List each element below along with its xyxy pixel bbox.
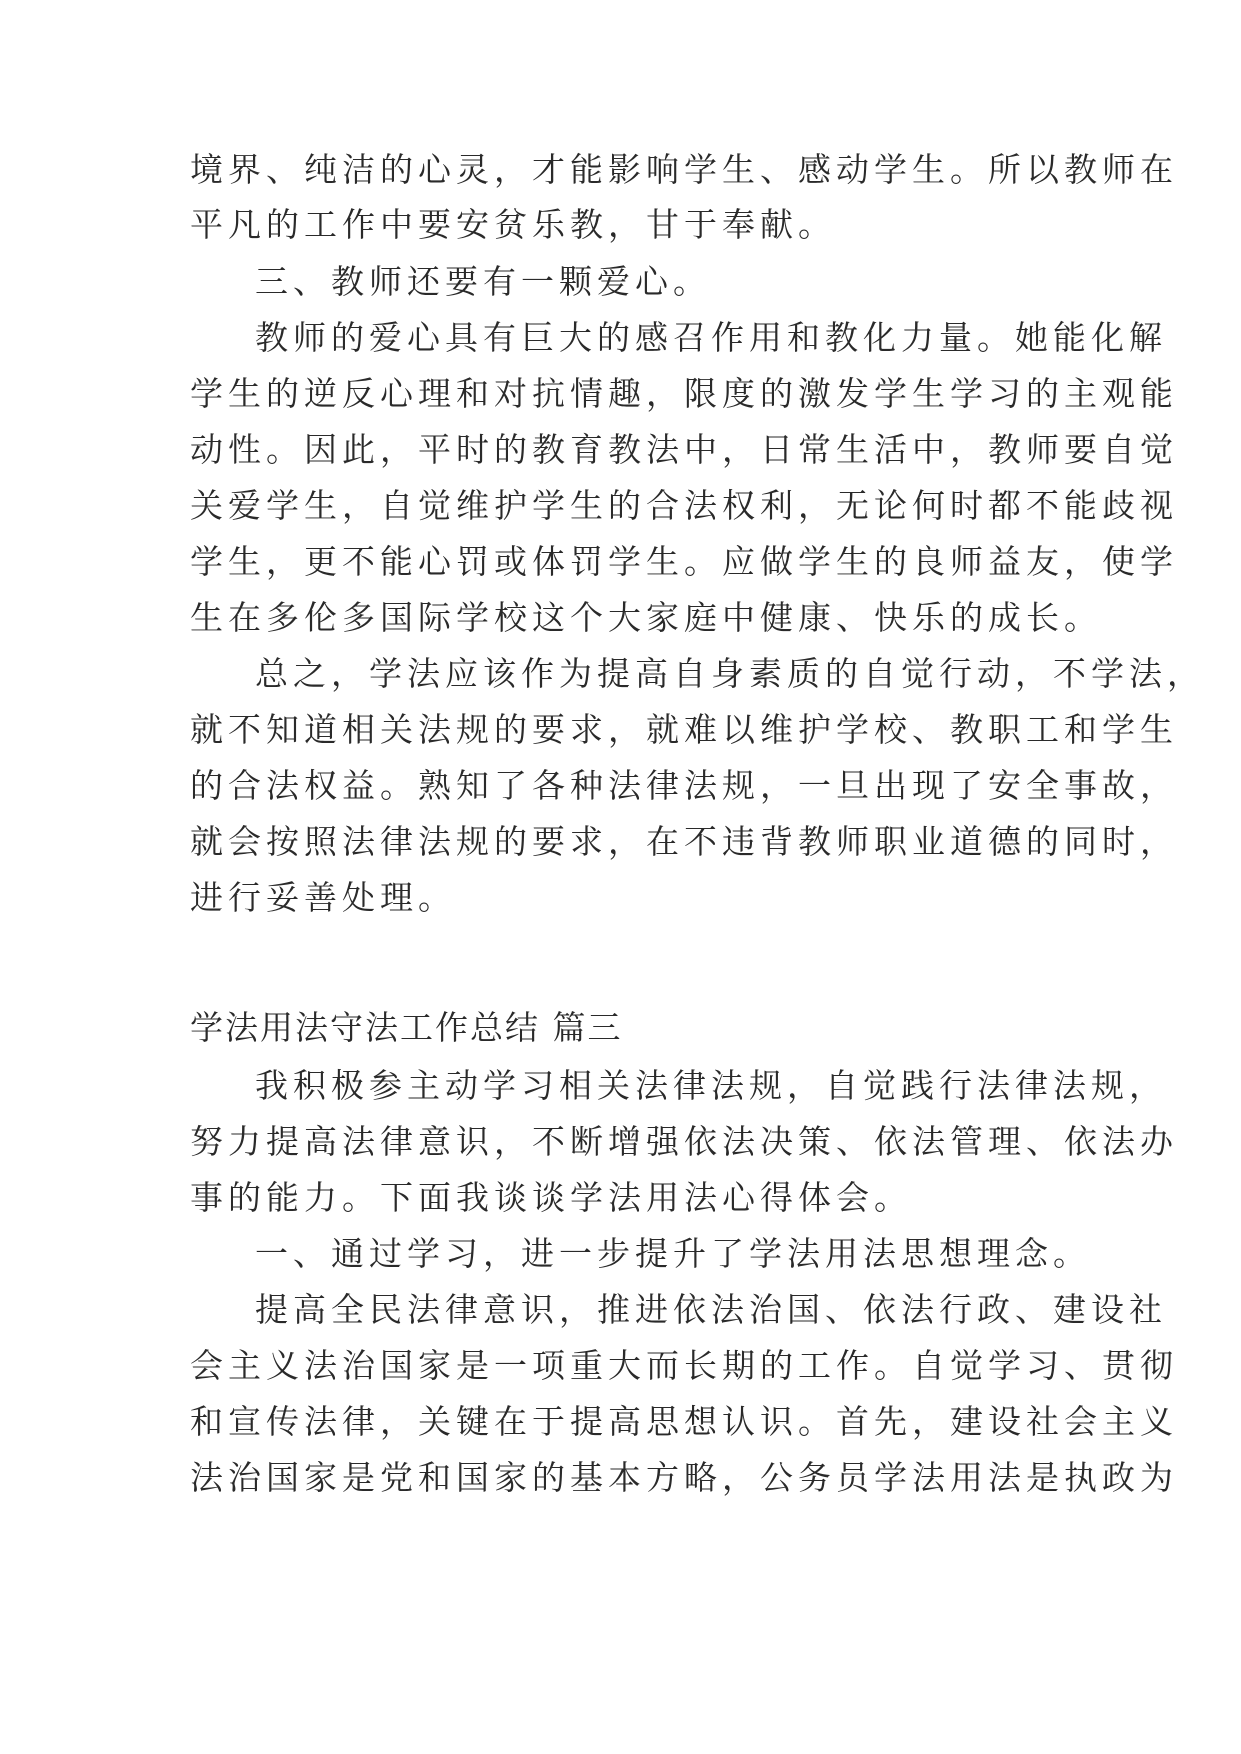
text-line: 努力提高法律意识，不断增强依法决策、依法管理、依法办	[190, 1122, 1178, 1161]
text-line: 我积极参主动学习相关法律法规，自觉践行法律法规，	[255, 1066, 1167, 1105]
text-line: 教师的爱心具有巨大的感召作用和教化力量。她能化解	[255, 318, 1167, 357]
text-line: 和宣传法律，关键在于提高思想认识。首先，建设社会主义	[190, 1402, 1178, 1441]
text-line: 会主义法治国家是一项重大而长期的工作。自觉学习、贯彻	[190, 1346, 1178, 1385]
section-heading: 一、通过学习，进一步提升了学法用法思想理念。	[255, 1234, 1091, 1273]
text-line: 平凡的工作中要安贫乐教，甘于奉献。	[190, 205, 836, 244]
text-line: 学生的逆反心理和对抗情趣，限度的激发学生学习的主观能	[190, 374, 1178, 413]
text-line: 关爱学生，自觉维护学生的合法权利，无论何时都不能歧视	[190, 486, 1178, 525]
text-line: 就不知道相关法规的要求，就难以维护学校、教职工和学生	[190, 710, 1178, 749]
text-line: 就会按照法律法规的要求，在不违背教师职业道德的同时，	[190, 822, 1178, 861]
article-title: 学法用法守法工作总结 篇三	[190, 1008, 623, 1047]
text-line: 学生，更不能心罚或体罚学生。应做学生的良师益友，使学	[190, 542, 1178, 581]
text-line: 事的能力。下面我谈谈学法用法心得体会。	[190, 1178, 912, 1217]
text-line: 提高全民法律意识，推进依法治国、依法行政、建设社	[255, 1290, 1167, 1329]
text-line: 的合法权益。熟知了各种法律法规，一旦出现了安全事故，	[190, 766, 1178, 805]
section-heading: 三、教师还要有一颗爱心。	[255, 262, 711, 301]
text-line: 动性。因此，平时的教育教法中，日常生活中，教师要自觉	[190, 430, 1178, 469]
text-line: 生在多伦多国际学校这个大家庭中健康、快乐的成长。	[190, 598, 1102, 637]
text-line: 进行妥善处理。	[190, 878, 456, 917]
text-line: 总之，学法应该作为提高自身素质的自觉行动，不学法，	[255, 654, 1205, 693]
text-line: 法治国家是党和国家的基本方略，公务员学法用法是执政为	[190, 1458, 1178, 1497]
text-line: 境界、纯洁的心灵，才能影响学生、感动学生。所以教师在	[190, 150, 1178, 189]
